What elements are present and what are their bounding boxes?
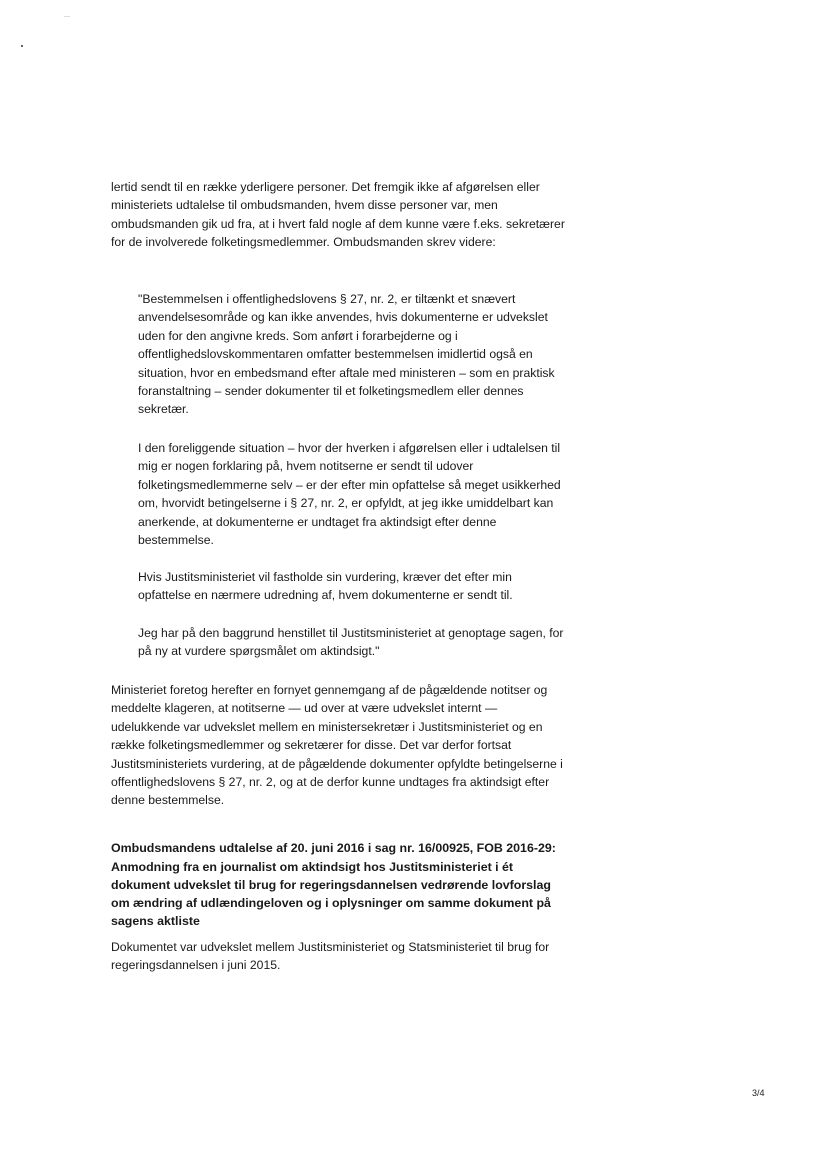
- scan-artifact-dot: [21, 45, 23, 47]
- scan-artifact-mark: [64, 16, 70, 17]
- page-number: 3/4: [752, 1088, 765, 1098]
- body-paragraph-document: Dokumentet var udvekslet mellem Justitsministeriet og Statsministeriet til brug for regeringsdannelsen i juni 2015.: [111, 940, 550, 973]
- quote-paragraph-1: "Bestemmelsen i offentlighedslovens § 27, nr. 2, er tiltænkt et snævert anvendelsesområde og kan ikke anvendes, hvis dokumenterne er udvekslet uden for den angivne kreds. Som anført i forarbejderne og i offentlighedslovskommentaren omfatter bestemmelsen imidlertid også en situation, hvor en embedsmand efter aftale med ministeren – som en praktisk foranstaltning – sender dokumenter til et folketingsmedlem eller dennes sekretær.: [138, 292, 555, 417]
- quote-paragraph-4: Jeg har på den baggrund henstillet til Justitsministeriet at genoptage sagen, for på ny at vurdere spørgsmålet om aktindsigt.": [138, 626, 564, 659]
- quote-paragraph-3: Hvis Justitsministeriet vil fastholde sin vurdering, kræver det efter min opfattelse en nærmere udredning af, hvem dokumenterne er sendt til.: [138, 570, 513, 603]
- quote-paragraph-2: I den foreliggende situation – hvor der hverken i afgørelsen eller i udtalelsen til mig er nogen forklaring på, hvem notitserne er sendt til udover folketingsmedlemmerne selv – er der efter min opfattelse så meget usikkerhed om, hvorvidt betingelserne i § 27, nr. 2, er opfyldt, at jeg ikke umiddelbart kan anerkende, at dokumenterne er undtaget fra aktindsigt efter denne bestemmelse.: [138, 441, 561, 548]
- section-heading: Ombudsmandens udtalelse af 20. juni 2016 i sag nr. 16/00925, FOB 2016-29: Anmodning fra en journalist om aktindsigt hos Justitsministeriet i ét dokument udvekslet til brug for regeringsdannelsen vedrørende lovforslag om ændring af udlændingeloven og i oplysninger om samme dokument på sagens aktliste: [111, 841, 556, 929]
- body-paragraph-intro: lertid sendt til en række yderligere personer. Det fremgik ikke af afgørelsen eller ministeriets udtalelse til ombudsmanden, hvem disse personer var, men ombudsmanden gik ud fra, at i hvert fald nogle af dem kunne være f.eks. sekretærer for de involverede folketingsmedlemmer. Ombudsmanden skrev videre:: [111, 180, 565, 250]
- body-paragraph-ministry: Ministeriet foretog herefter en fornyet gennemgang af de pågældende notitser og meddelte klageren, at notitserne — ud over at være udvekslet internt — udelukkende var udvekslet mellem en ministersekretær i Justitsministeriet og en række folketingsmedlemmer og sekretærer for disse. Det var derfor fortsat Justitsministeriets vurdering, at de pågældende dokumenter opfyldte betingelserne i offentlighedslovens § 27, nr. 2, og at de derfor kunne undtages fra aktindsigt efter denne bestemmelse.: [111, 683, 563, 808]
